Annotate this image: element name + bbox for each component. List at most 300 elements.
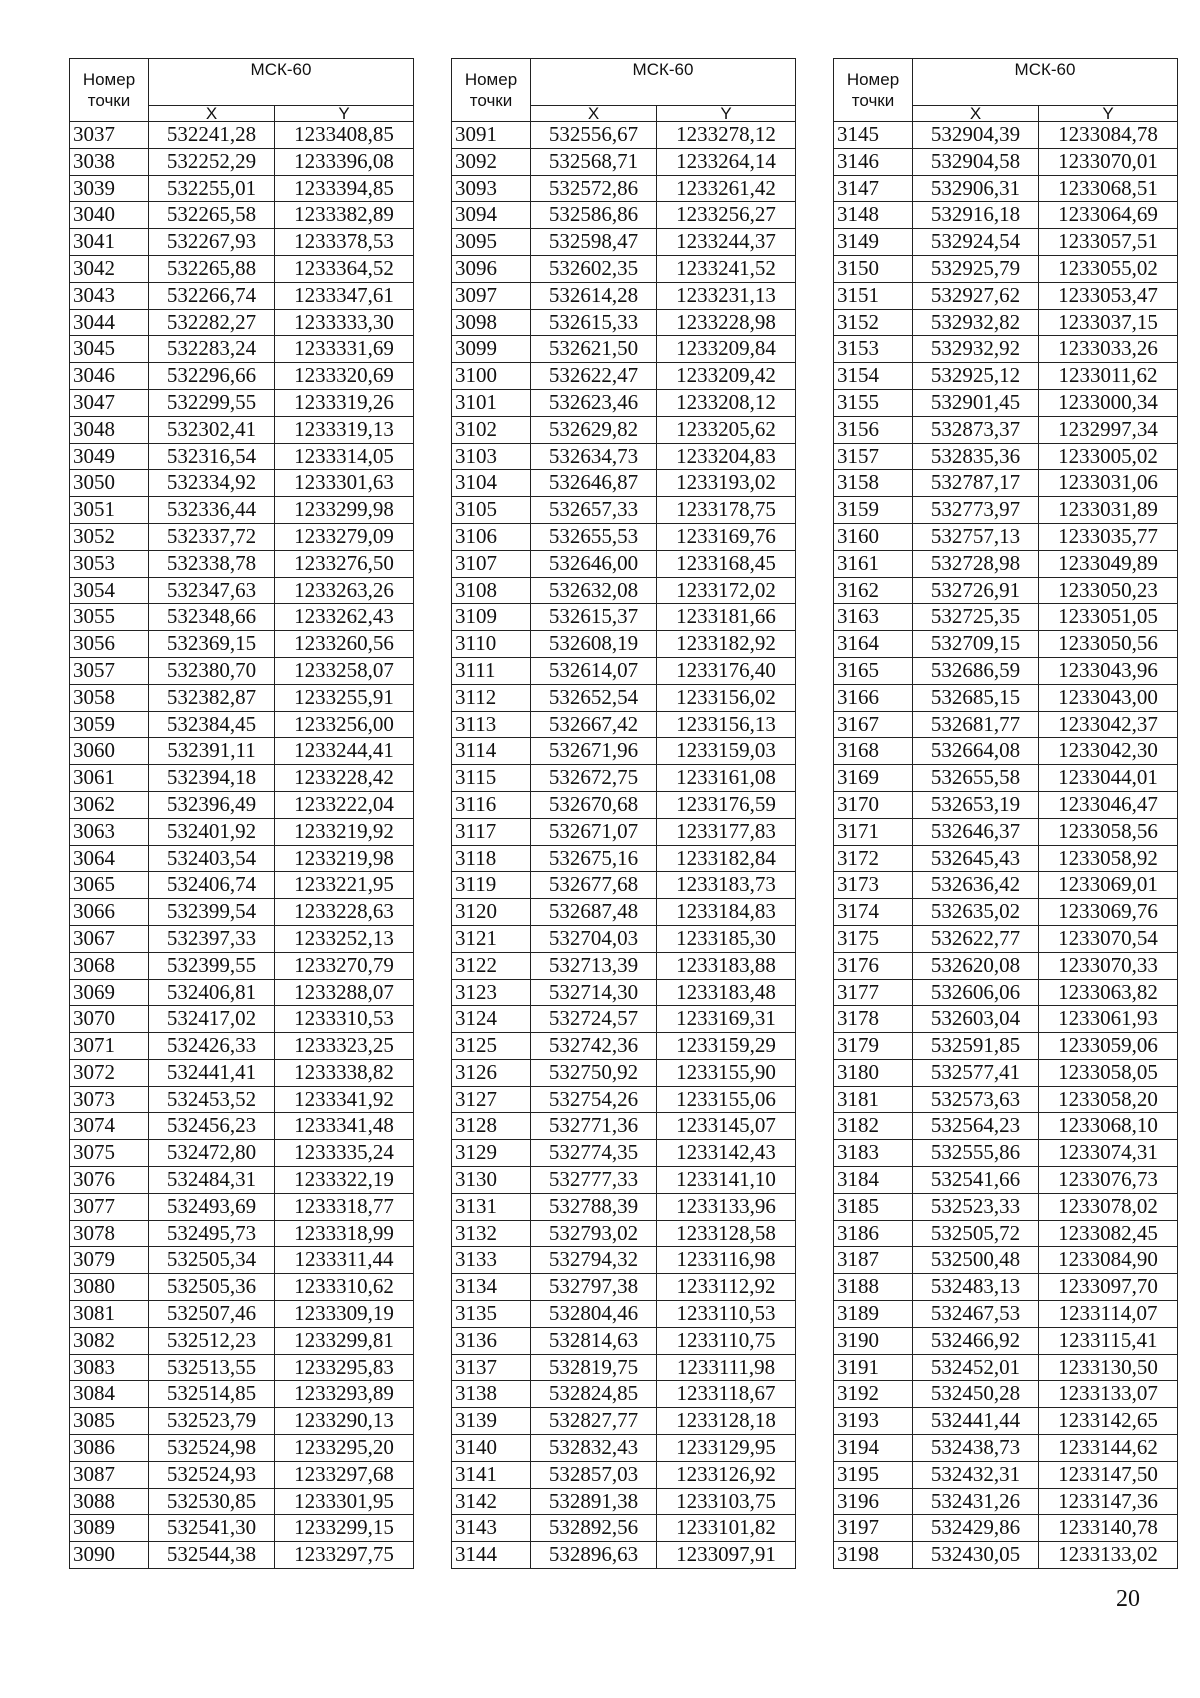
point-number-cell: 3144: [452, 1542, 531, 1569]
point-number-cell: 3115: [452, 765, 531, 792]
table-row: [834, 148, 1178, 175]
x-coordinate-cell: 532901,45: [913, 389, 1039, 416]
y-coordinate-cell: 1233042,37: [1039, 711, 1178, 738]
x-coordinate-cell: 532500,48: [913, 1247, 1039, 1274]
table-row: [452, 979, 796, 1006]
table-row: [452, 1006, 796, 1033]
point-number-cell: 3051: [70, 497, 149, 524]
table-row: [834, 470, 1178, 497]
point-number-cell: 3124: [452, 1006, 531, 1033]
point-number-cell: 3140: [452, 1435, 531, 1462]
table-row: [834, 363, 1178, 390]
y-coordinate-cell: 1233155,06: [657, 1086, 796, 1113]
point-number-cell: 3046: [70, 363, 149, 390]
x-column-header: X: [149, 106, 275, 122]
table-row: [452, 765, 796, 792]
table-row: [70, 1354, 414, 1381]
table-row: [452, 550, 796, 577]
y-coordinate-cell: 1233331,69: [275, 336, 414, 363]
x-coordinate-cell: 532622,47: [531, 363, 657, 390]
point-number-cell: 3132: [452, 1220, 531, 1247]
point-number-cell: 3157: [834, 443, 913, 470]
table-row: [70, 1193, 414, 1220]
y-coordinate-cell: 1233133,07: [1039, 1381, 1178, 1408]
table-row: [834, 1033, 1178, 1060]
table-row: [834, 309, 1178, 336]
table-row: [452, 282, 796, 309]
y-coordinate-cell: 1233097,91: [657, 1542, 796, 1569]
point-number-cell: 3114: [452, 738, 531, 765]
y-coordinate-cell: 1233193,02: [657, 470, 796, 497]
point-number-cell: 3185: [834, 1193, 913, 1220]
x-coordinate-cell: 532773,97: [913, 497, 1039, 524]
point-number-cell: 3066: [70, 899, 149, 926]
point-number-cell: 3105: [452, 497, 531, 524]
y-coordinate-cell: 1233111,98: [657, 1354, 796, 1381]
table-row: [452, 443, 796, 470]
y-coordinate-cell: 1233057,51: [1039, 229, 1178, 256]
point-number-cell: 3141: [452, 1461, 531, 1488]
table-row: [834, 1301, 1178, 1328]
point-number-header-line2: точки: [87, 91, 131, 110]
table-row: [70, 1542, 414, 1569]
table-row: [70, 470, 414, 497]
x-coordinate-cell: 532505,72: [913, 1220, 1039, 1247]
x-coordinate-cell: 532804,46: [531, 1301, 657, 1328]
point-number-cell: 3168: [834, 738, 913, 765]
table-row: [452, 389, 796, 416]
x-coordinate-cell: 532541,30: [149, 1515, 275, 1542]
table-row: [70, 1435, 414, 1462]
y-coordinate-cell: 1233299,98: [275, 497, 414, 524]
point-number-cell: 3045: [70, 336, 149, 363]
y-coordinate-cell: 1233063,82: [1039, 979, 1178, 1006]
point-number-cell: 3152: [834, 309, 913, 336]
y-coordinate-cell: 1233044,01: [1039, 765, 1178, 792]
point-number-cell: 3064: [70, 845, 149, 872]
x-coordinate-cell: 532382,87: [149, 684, 275, 711]
point-number-cell: 3175: [834, 925, 913, 952]
y-coordinate-cell: 1233301,95: [275, 1488, 414, 1515]
x-coordinate-cell: 532757,13: [913, 523, 1039, 550]
table-row: [834, 1274, 1178, 1301]
y-coordinate-cell: 1233209,42: [657, 363, 796, 390]
table-row: [834, 497, 1178, 524]
point-number-header: [70, 59, 149, 122]
x-coordinate-cell: 532646,37: [913, 818, 1039, 845]
y-coordinate-cell: 1233264,14: [657, 148, 796, 175]
point-number-cell: 3135: [452, 1301, 531, 1328]
point-number-cell: 3143: [452, 1515, 531, 1542]
point-number-cell: 3106: [452, 523, 531, 550]
table-row: [834, 389, 1178, 416]
table-row: [452, 1167, 796, 1194]
x-coordinate-cell: 532255,01: [149, 175, 275, 202]
y-coordinate-cell: 1233231,13: [657, 282, 796, 309]
y-coordinate-cell: 1233320,69: [275, 363, 414, 390]
point-number-cell: 3158: [834, 470, 913, 497]
y-coordinate-cell: 1233176,40: [657, 657, 796, 684]
y-coordinate-cell: 1233301,63: [275, 470, 414, 497]
x-coordinate-cell: 532577,41: [913, 1059, 1039, 1086]
table-row: [452, 336, 796, 363]
x-coordinate-cell: 532399,54: [149, 899, 275, 926]
table-row: [834, 1220, 1178, 1247]
x-coordinate-cell: 532406,74: [149, 872, 275, 899]
x-column-header: X: [913, 106, 1039, 122]
x-coordinate-cell: 532438,73: [913, 1435, 1039, 1462]
x-coordinate-cell: 532725,35: [913, 604, 1039, 631]
y-coordinate-cell: 1233322,19: [275, 1167, 414, 1194]
point-number-cell: 3037: [70, 122, 149, 149]
point-number-cell: 3100: [452, 363, 531, 390]
y-coordinate-cell: 1233097,70: [1039, 1274, 1178, 1301]
y-column-header: Y: [1039, 106, 1178, 122]
point-number-cell: 3102: [452, 416, 531, 443]
x-coordinate-cell: 532667,42: [531, 711, 657, 738]
x-coordinate-cell: 532441,41: [149, 1059, 275, 1086]
point-number-cell: 3080: [70, 1274, 149, 1301]
x-coordinate-cell: 532824,85: [531, 1381, 657, 1408]
y-coordinate-cell: 1233070,01: [1039, 148, 1178, 175]
y-coordinate-cell: 1233378,53: [275, 229, 414, 256]
x-coordinate-cell: 532924,54: [913, 229, 1039, 256]
x-coordinate-cell: 532814,63: [531, 1327, 657, 1354]
x-coordinate-cell: 532904,58: [913, 148, 1039, 175]
table-row: [834, 577, 1178, 604]
x-coordinate-cell: 532629,82: [531, 416, 657, 443]
y-coordinate-cell: 1233299,81: [275, 1327, 414, 1354]
x-coordinate-cell: 532932,82: [913, 309, 1039, 336]
x-coordinate-cell: 532456,23: [149, 1113, 275, 1140]
y-coordinate-cell: 1233133,02: [1039, 1542, 1178, 1569]
point-number-cell: 3117: [452, 818, 531, 845]
x-coordinate-cell: 532602,35: [531, 255, 657, 282]
x-coordinate-cell: 532391,11: [149, 738, 275, 765]
x-coordinate-cell: 532403,54: [149, 845, 275, 872]
table-row: [452, 1327, 796, 1354]
table-row: [834, 791, 1178, 818]
x-coordinate-cell: 532514,85: [149, 1381, 275, 1408]
point-number-cell: 3067: [70, 925, 149, 952]
table-row: [452, 1301, 796, 1328]
x-coordinate-cell: 532572,86: [531, 175, 657, 202]
point-number-cell: 3069: [70, 979, 149, 1006]
y-coordinate-cell: 1233043,96: [1039, 657, 1178, 684]
y-coordinate-cell: 1233256,00: [275, 711, 414, 738]
table-row: [452, 416, 796, 443]
point-number-cell: 3042: [70, 255, 149, 282]
table-row: [452, 1193, 796, 1220]
table-row: [452, 1059, 796, 1086]
table-row: [70, 1140, 414, 1167]
x-coordinate-cell: 532635,02: [913, 899, 1039, 926]
point-number-cell: 3086: [70, 1435, 149, 1462]
point-number-cell: 3161: [834, 550, 913, 577]
table-row: [834, 1488, 1178, 1515]
table-row: [452, 952, 796, 979]
x-coordinate-cell: 532687,48: [531, 899, 657, 926]
point-number-cell: 3169: [834, 765, 913, 792]
y-coordinate-cell: 1233310,62: [275, 1274, 414, 1301]
point-number-cell: 3056: [70, 631, 149, 658]
point-number-cell: 3197: [834, 1515, 913, 1542]
y-coordinate-cell: 1233155,90: [657, 1059, 796, 1086]
x-coordinate-cell: 532396,49: [149, 791, 275, 818]
table-row: [452, 1033, 796, 1060]
table-row: [70, 309, 414, 336]
y-coordinate-cell: 1233050,56: [1039, 631, 1178, 658]
x-coordinate-cell: 532241,28: [149, 122, 275, 149]
x-coordinate-cell: 532797,38: [531, 1274, 657, 1301]
x-coordinate-cell: 532467,53: [913, 1301, 1039, 1328]
y-coordinate-cell: 1233069,01: [1039, 872, 1178, 899]
x-coordinate-cell: 532788,39: [531, 1193, 657, 1220]
table-row: [70, 845, 414, 872]
table-body: [452, 122, 796, 1569]
table-row: [452, 1274, 796, 1301]
point-number-cell: 3070: [70, 1006, 149, 1033]
point-number-cell: 3092: [452, 148, 531, 175]
point-number-cell: 3119: [452, 872, 531, 899]
x-coordinate-cell: 532452,01: [913, 1354, 1039, 1381]
table-row: [834, 1086, 1178, 1113]
x-coordinate-cell: 532614,28: [531, 282, 657, 309]
table-row: [452, 363, 796, 390]
point-number-cell: 3074: [70, 1113, 149, 1140]
x-coordinate-cell: 532296,66: [149, 363, 275, 390]
y-coordinate-cell: 1233050,23: [1039, 577, 1178, 604]
table-row: [834, 1059, 1178, 1086]
x-coordinate-cell: 532265,88: [149, 255, 275, 282]
point-number-cell: 3083: [70, 1354, 149, 1381]
y-coordinate-cell: 1233219,98: [275, 845, 414, 872]
y-coordinate-cell: 1233147,50: [1039, 1461, 1178, 1488]
point-number-cell: 3038: [70, 148, 149, 175]
table-row: [70, 657, 414, 684]
y-coordinate-cell: 1233256,27: [657, 202, 796, 229]
x-coordinate-cell: 532927,62: [913, 282, 1039, 309]
x-coordinate-cell: 532586,86: [531, 202, 657, 229]
point-number-cell: 3040: [70, 202, 149, 229]
point-number-cell: 3138: [452, 1381, 531, 1408]
table-row: [834, 175, 1178, 202]
point-number-cell: 3075: [70, 1140, 149, 1167]
y-coordinate-cell: 1233058,20: [1039, 1086, 1178, 1113]
table-row: [70, 363, 414, 390]
y-coordinate-cell: 1233183,48: [657, 979, 796, 1006]
point-number-cell: 3088: [70, 1488, 149, 1515]
y-coordinate-cell: 1233133,96: [657, 1193, 796, 1220]
y-coordinate-cell: 1233228,42: [275, 765, 414, 792]
point-number-cell: 3085: [70, 1408, 149, 1435]
y-coordinate-cell: 1233068,51: [1039, 175, 1178, 202]
y-coordinate-cell: 1233084,90: [1039, 1247, 1178, 1274]
x-coordinate-cell: 532302,41: [149, 416, 275, 443]
point-number-cell: 3195: [834, 1461, 913, 1488]
point-number-cell: 3166: [834, 684, 913, 711]
table-row: [452, 202, 796, 229]
table-row: [452, 925, 796, 952]
table-row: [834, 550, 1178, 577]
point-number-cell: 3095: [452, 229, 531, 256]
y-coordinate-cell: 1233144,62: [1039, 1435, 1178, 1462]
y-coordinate-cell: 1233241,52: [657, 255, 796, 282]
table-row: [70, 1488, 414, 1515]
table-row: [834, 202, 1178, 229]
x-coordinate-cell: 532646,87: [531, 470, 657, 497]
x-coordinate-cell: 532653,19: [913, 791, 1039, 818]
x-coordinate-cell: 532794,32: [531, 1247, 657, 1274]
point-number-cell: 3076: [70, 1167, 149, 1194]
x-coordinate-cell: 532777,33: [531, 1167, 657, 1194]
x-coordinate-cell: 532429,86: [913, 1515, 1039, 1542]
point-number-cell: 3082: [70, 1327, 149, 1354]
y-coordinate-cell: 1233031,89: [1039, 497, 1178, 524]
point-number-cell: 3146: [834, 148, 913, 175]
table-row: [70, 1220, 414, 1247]
table-row: [834, 711, 1178, 738]
y-coordinate-cell: 1233130,50: [1039, 1354, 1178, 1381]
table-row: [834, 979, 1178, 1006]
y-coordinate-cell: 1233278,12: [657, 122, 796, 149]
x-coordinate-cell: 532266,74: [149, 282, 275, 309]
x-coordinate-cell: 532397,33: [149, 925, 275, 952]
point-number-cell: 3077: [70, 1193, 149, 1220]
table-row: [452, 255, 796, 282]
table-row: [834, 1515, 1178, 1542]
x-coordinate-cell: 532646,00: [531, 550, 657, 577]
point-number-cell: 3167: [834, 711, 913, 738]
x-coordinate-cell: 532906,31: [913, 175, 1039, 202]
y-coordinate-cell: 1233126,92: [657, 1461, 796, 1488]
x-coordinate-cell: 532622,77: [913, 925, 1039, 952]
x-coordinate-cell: 532555,86: [913, 1140, 1039, 1167]
y-coordinate-cell: 1233084,78: [1039, 122, 1178, 149]
x-coordinate-cell: 532507,46: [149, 1301, 275, 1328]
point-number-cell: 3087: [70, 1461, 149, 1488]
x-coordinate-cell: 532483,13: [913, 1274, 1039, 1301]
table-row: [834, 1354, 1178, 1381]
table-row: [452, 309, 796, 336]
x-coordinate-cell: 532495,73: [149, 1220, 275, 1247]
y-column-header: Y: [657, 106, 796, 122]
table-row: [70, 1059, 414, 1086]
point-number-cell: 3108: [452, 577, 531, 604]
x-coordinate-cell: 532925,12: [913, 363, 1039, 390]
table-row: [70, 202, 414, 229]
point-number-cell: 3142: [452, 1488, 531, 1515]
table-row: [70, 282, 414, 309]
y-coordinate-cell: 1233070,33: [1039, 952, 1178, 979]
point-number-cell: 3065: [70, 872, 149, 899]
table-row: [70, 550, 414, 577]
x-coordinate-cell: 532316,54: [149, 443, 275, 470]
table-row: [452, 1381, 796, 1408]
y-coordinate-cell: 1233169,76: [657, 523, 796, 550]
table-body: [834, 122, 1178, 1569]
y-coordinate-cell: 1233333,30: [275, 309, 414, 336]
table-row: [834, 1193, 1178, 1220]
y-coordinate-cell: 1233288,07: [275, 979, 414, 1006]
y-coordinate-cell: 1233055,02: [1039, 255, 1178, 282]
table-row: [452, 845, 796, 872]
y-coordinate-cell: 1233177,83: [657, 818, 796, 845]
table-row: [70, 1006, 414, 1033]
table-row: [834, 631, 1178, 658]
point-number-cell: 3176: [834, 952, 913, 979]
table-row: [834, 1113, 1178, 1140]
table-row: [70, 791, 414, 818]
x-coordinate-cell: 532334,92: [149, 470, 275, 497]
point-number-cell: 3081: [70, 1301, 149, 1328]
x-coordinate-cell: 532267,93: [149, 229, 275, 256]
y-coordinate-cell: 1233408,85: [275, 122, 414, 149]
table-row: [70, 523, 414, 550]
x-coordinate-cell: 532771,36: [531, 1113, 657, 1140]
x-coordinate-cell: 532892,56: [531, 1515, 657, 1542]
y-coordinate-cell: 1232997,34: [1039, 416, 1178, 443]
y-coordinate-cell: 1233115,41: [1039, 1327, 1178, 1354]
point-number-cell: 3126: [452, 1059, 531, 1086]
table-row: [70, 1515, 414, 1542]
point-number-cell: 3043: [70, 282, 149, 309]
table-row: [834, 255, 1178, 282]
y-coordinate-cell: 1233295,20: [275, 1435, 414, 1462]
point-number-cell: 3147: [834, 175, 913, 202]
table-row: [70, 872, 414, 899]
y-coordinate-cell: 1233159,29: [657, 1033, 796, 1060]
y-coordinate-cell: 1233059,06: [1039, 1033, 1178, 1060]
x-coordinate-cell: 532283,24: [149, 336, 275, 363]
x-coordinate-cell: 532453,52: [149, 1086, 275, 1113]
x-coordinate-cell: 532704,03: [531, 925, 657, 952]
table-row: [452, 1408, 796, 1435]
y-coordinate-cell: 1233103,75: [657, 1488, 796, 1515]
y-coordinate-cell: 1233142,43: [657, 1140, 796, 1167]
y-coordinate-cell: 1233335,24: [275, 1140, 414, 1167]
y-coordinate-cell: 1233394,85: [275, 175, 414, 202]
table-row: [834, 738, 1178, 765]
y-coordinate-cell: 1233318,99: [275, 1220, 414, 1247]
point-number-cell: 3110: [452, 631, 531, 658]
y-coordinate-cell: 1233082,45: [1039, 1220, 1178, 1247]
point-number-cell: 3079: [70, 1247, 149, 1274]
table-row: [452, 175, 796, 202]
y-coordinate-cell: 1233219,92: [275, 818, 414, 845]
table-row: [452, 1086, 796, 1113]
x-coordinate-cell: 532685,15: [913, 684, 1039, 711]
point-number-cell: 3089: [70, 1515, 149, 1542]
x-coordinate-cell: 532677,68: [531, 872, 657, 899]
y-coordinate-cell: 1233176,59: [657, 791, 796, 818]
x-coordinate-cell: 532524,98: [149, 1435, 275, 1462]
table-row: [834, 1542, 1178, 1569]
point-number-cell: 3049: [70, 443, 149, 470]
y-coordinate-cell: 1233261,42: [657, 175, 796, 202]
point-number-cell: 3050: [70, 470, 149, 497]
coordinates-table-2: [451, 58, 796, 1569]
x-coordinate-cell: 532873,37: [913, 416, 1039, 443]
y-coordinate-cell: 1233185,30: [657, 925, 796, 952]
y-coordinate-cell: 1233290,13: [275, 1408, 414, 1435]
point-number-cell: 3113: [452, 711, 531, 738]
x-coordinate-cell: 532634,73: [531, 443, 657, 470]
point-number-cell: 3118: [452, 845, 531, 872]
point-number-cell: 3182: [834, 1113, 913, 1140]
x-coordinate-cell: 532925,79: [913, 255, 1039, 282]
y-coordinate-cell: 1233309,19: [275, 1301, 414, 1328]
